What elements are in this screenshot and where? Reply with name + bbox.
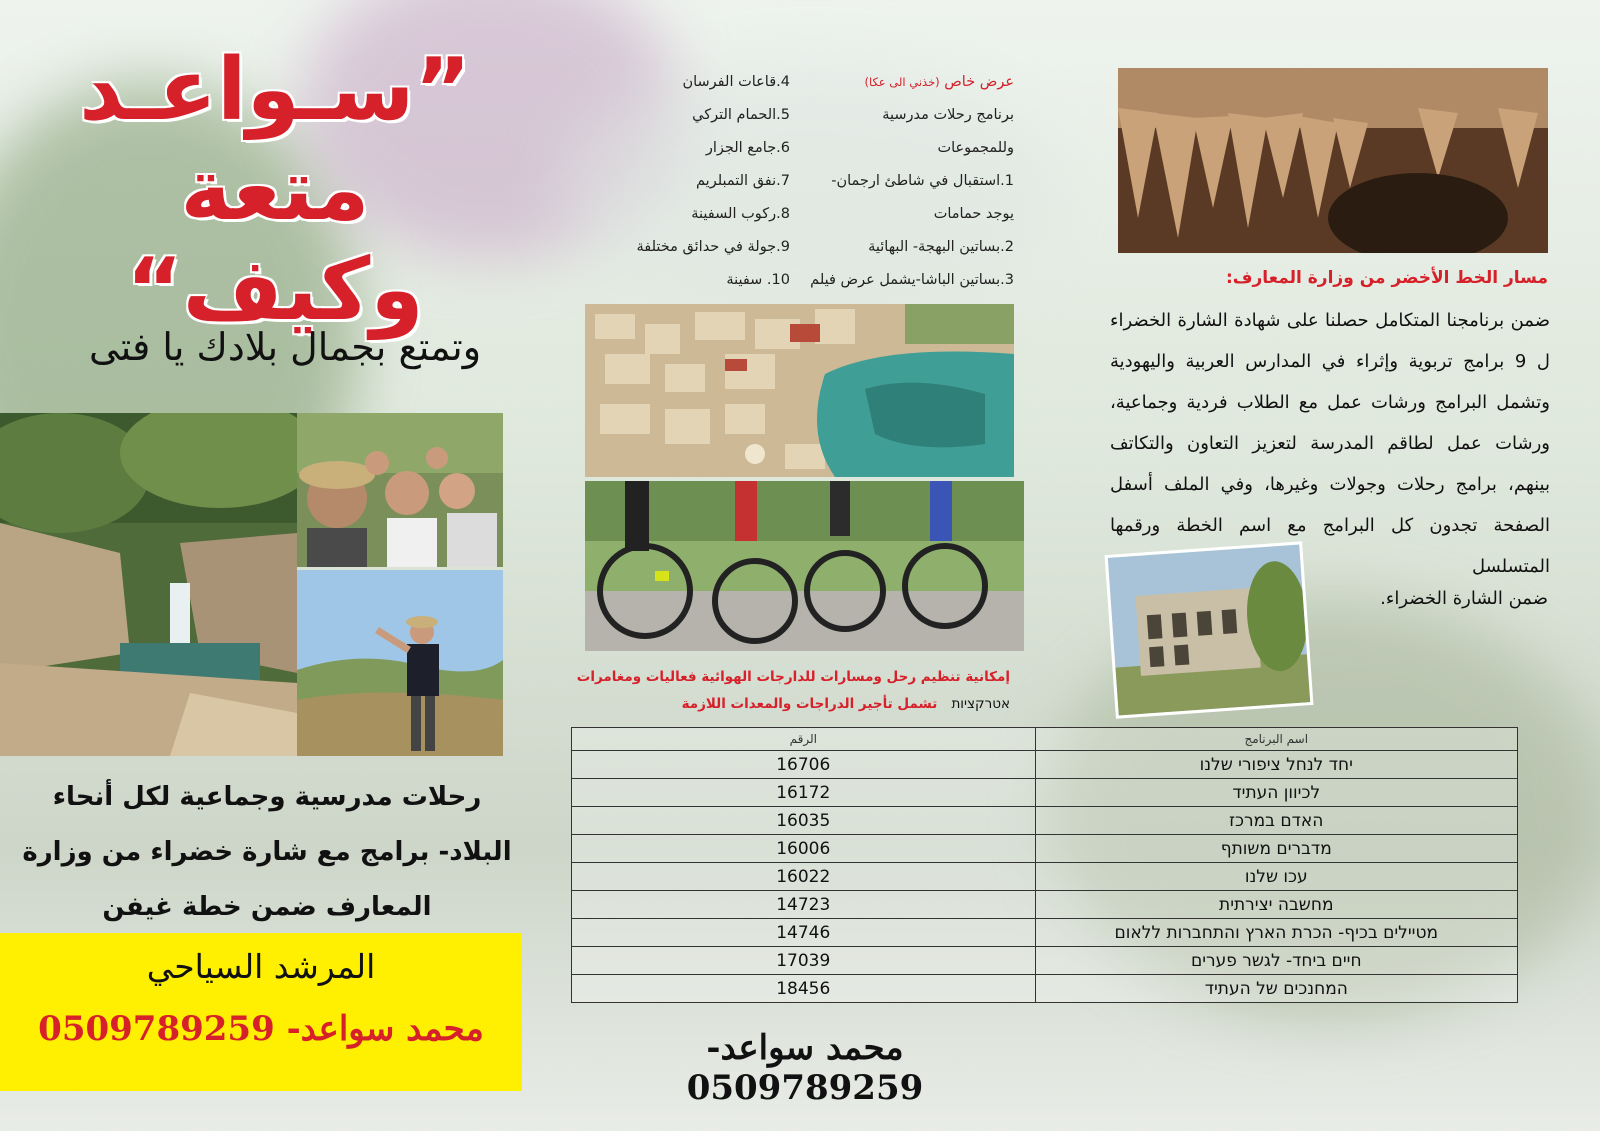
guide-pointing-photo [297, 570, 503, 756]
title-line-1: ”سـواعـد [79, 40, 471, 140]
bike-caption-line-1: إمكانية تنظيم رحل ومسارات للدارجات الهوائية فعاليات ومغامرات [576, 669, 1010, 685]
program-number: 17039 [572, 947, 1036, 975]
green-path-end: ضمن الشارة الخضراء. [1380, 588, 1548, 609]
program-number: 16006 [572, 835, 1036, 863]
list-item: 10. سفينة [726, 272, 790, 288]
program-name: עכו שלנו [1035, 863, 1517, 891]
program-name: מדברים משותף [1035, 835, 1517, 863]
special-offer-list [770, 66, 1014, 297]
list-item: 7.نفق التمبلريم [696, 173, 790, 189]
special-offer-list-b [560, 66, 790, 297]
program-number: 16022 [572, 863, 1036, 891]
program-name: יחד לנחל ציפורי שלנו [1035, 751, 1517, 779]
program-number: 16035 [572, 807, 1036, 835]
program-name: מחשבה יצירתית [1035, 891, 1517, 919]
program-number: 16172 [572, 779, 1036, 807]
green-path-body: ضمن برنامجنا المتكامل حصلنا على شهادة الشارة الخضراء ل 9 برامج تربوية وإثراء في المدارس العربية واليهودية وتشمل البرامج ورشات عمل مع الطلاب فردية وجماعية، ورشات عمل لطاقم المدرسة لتعزيز التعاون والتكاتف بينهم، برامج رحلات وجولات وغيرها، وفي الملف أسفل الصفحة تجدون كل البرامج مع اسم الخطة ورقمها المتسلسل [1110, 310, 1550, 577]
list-item: 5.الحمام التركي [692, 107, 790, 123]
program-name: חיים ביחד- לגשר פערים [1035, 947, 1517, 975]
green-path-heading: مسار الخط الأخضر من وزارة المعارف: [1225, 268, 1548, 288]
program-name: לכיוון העתיד [1035, 779, 1517, 807]
list-item: 3.بساتين الباشا-يشمل عرض فيلم [810, 272, 1014, 288]
cave-photo [1118, 68, 1548, 253]
guide-phone: محمد سواعد- 0509789259 [38, 1009, 484, 1049]
bike-caption [570, 664, 1010, 718]
bottom-phone: محمد سواعد- 0509789259 [686, 1028, 924, 1108]
program-number: 14746 [572, 919, 1036, 947]
brochure-title [40, 40, 510, 340]
table-header-row [572, 728, 1518, 751]
list-item: 6.جامع الجزار [705, 140, 790, 156]
table-row [572, 863, 1518, 891]
table-row [572, 919, 1518, 947]
program-number: 16706 [572, 751, 1036, 779]
list-item: 1.استقبال في شاطئ ارجمان- [831, 173, 1014, 189]
program-name: מטיילים בכיף- הכרת הארץ והתחברות ללאום [1035, 919, 1517, 947]
table-row [572, 891, 1518, 919]
waterfall-photo [0, 413, 297, 756]
subtitle: وتمتع بجمال بلادك يا فتى [88, 325, 482, 369]
left-description: رحلات مدرسية وجماعية لكل أنحاء البلاد- برامج مع شارة خضراء من وزارة المعارف ضمن خطة غيفن [22, 782, 512, 922]
list-item: وللمجموعات [937, 140, 1014, 156]
programs-table [571, 727, 1518, 1003]
acre-aerial-photo [585, 304, 1014, 477]
program-name: האדם במרכז [1035, 807, 1517, 835]
special-offer-heading: عرض خاص (خذني الى عكا) [864, 74, 1014, 90]
list-item: يوجد حمامات [933, 206, 1014, 222]
col-number-header: الرقم [572, 728, 1036, 751]
table-row [572, 947, 1518, 975]
cyclists-photo [585, 481, 1024, 651]
table-row [572, 807, 1518, 835]
list-item: برنامج رحلات مدرسية [882, 107, 1014, 123]
col-name-header: اسم البرنامج [1035, 728, 1517, 751]
table-row [572, 835, 1518, 863]
table-row [572, 975, 1518, 1003]
guide-contact-box [0, 933, 522, 1091]
group-selfie-photo [297, 413, 503, 567]
program-number: 14723 [572, 891, 1036, 919]
list-item: 9.جولة في حدائق مختلفة [636, 239, 790, 255]
bike-caption-line-2: אטרקציות تشمل تأجير الدراجات والمعدات اللازمة [681, 696, 1010, 712]
table-row [572, 779, 1518, 807]
list-item: 4.قاعات الفرسان [682, 74, 790, 90]
list-item: 8.ركوب السفينة [691, 206, 790, 222]
guide-title: المرشد السياحي [146, 947, 376, 986]
list-item: 2.بساتين البهجة- البهائية [868, 239, 1014, 255]
program-number: 18456 [572, 975, 1036, 1003]
table-row [572, 751, 1518, 779]
old-house-photo [1105, 541, 1314, 718]
program-name: המחנכים של העתיד [1035, 975, 1517, 1003]
title-line-2: متعة وكيف“ [126, 140, 424, 340]
